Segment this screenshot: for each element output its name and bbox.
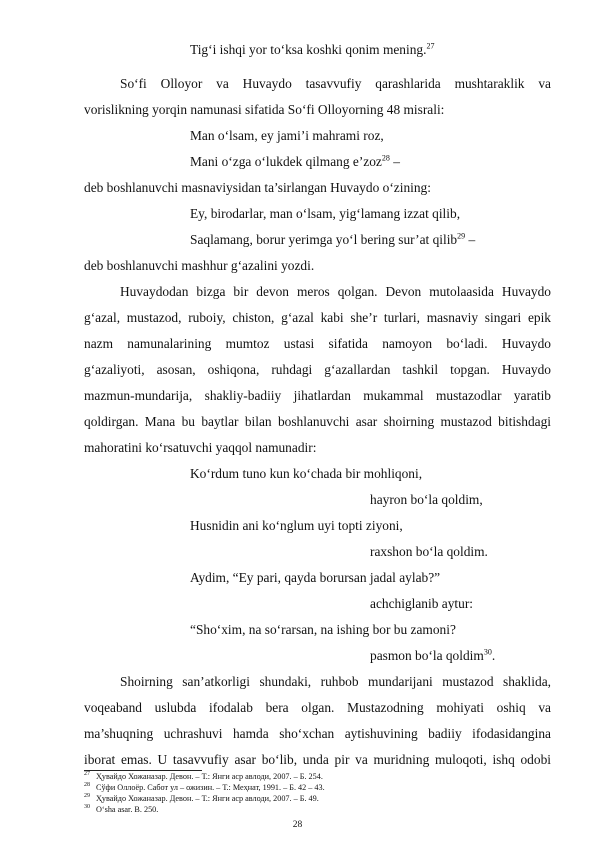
paragraph-line: mazmun-mundarija, shakliy-badiiy jihatlardan mukammal mustazodlar yaratib <box>84 388 551 403</box>
footnote: $^{29}$ Ҳувайдо Хожаназар. Девон. – Т.: Янги аср авлоди, 2007. – Б. 49. <box>84 793 319 803</box>
footnote: $^{30}$ O‘sha asar. B. 250. <box>84 804 159 814</box>
paragraph-line: ma’shuqning uchrashuvi hamda sho‘xchan aytishuvining badiiy ifodasidangina <box>84 726 551 741</box>
paragraph-line: mahoratini ko‘rsatuvchi yaqqol namunadir: <box>84 440 317 455</box>
footnote-separator <box>84 770 202 771</box>
paragraph-line: Shoirning san’atkorligi shundaki, ruhbob mundarijani mustazod shaklida, <box>120 674 551 689</box>
paragraph-line: So‘fi Olloyor va Huvaydo tasavvufiy qarashlarida mushtaraklik va <box>120 76 551 91</box>
footnote: $^{28}$ Сўфи Оллоёр. Сабот ул – ожизин. – Т.: Меҳнат, 1991. – Б. 42 – 43. <box>84 782 325 792</box>
verse-line: Ey, birodarlar, man o‘lsam, yig‘lamang izzat qilib, <box>190 206 461 221</box>
verse-line: “Sho‘xim, na so‘rarsan, na ishing bor bu zamoni? <box>190 622 456 637</box>
footnote-ref: 29 <box>457 231 466 241</box>
verse-line: Mani o‘zga o‘lukdek qilmang e’zoz$^{28}$ – <box>190 153 400 169</box>
paragraph-line: Huvaydodan bizga bir devon meros qolgan. Devon mutolaasida Huvaydo <box>120 284 551 299</box>
paragraph-line: vorislikning yorqin namunasi sifatida So‘fi Olloyorning 48 misrali: <box>84 102 445 117</box>
paragraph-line: nazm namunalarining mumtoz ustasi sifatida namoyon bo‘ladi. Huvaydo <box>84 336 551 351</box>
paragraph-line: deb boshlanuvchi mashhur g‘azalini yozdi. <box>84 258 315 273</box>
footnote: $^{27}$ Ҳувайдо Хожаназар. Девон. – Т.: Янги аср авлоди, 2007. – Б. 254. <box>84 771 323 781</box>
verse-line: Ko‘rdum tuno kun ko‘chada bir mohliqoni, <box>190 466 423 481</box>
verse-line: pasmon bo‘la qoldim$^{30}$. <box>370 647 496 663</box>
paragraph-line: deb boshlanuvchi masnaviysidan ta’sirlangan Huvaydo o‘zining: <box>84 180 431 195</box>
verse-line: Tig‘i ishqi yor to‘ksa koshki qonim mening.$^{27}$ <box>190 41 435 57</box>
verse-line: Saqlamang, borur yerimga yo‘l bering sur’at qilib$^{29}$ – <box>190 231 476 247</box>
footnote-ref: 28 <box>381 153 390 163</box>
paragraph-line: voqeaband uslubda ifodalab bera olgan. Mustazodning mohiyati oshiq va <box>84 700 551 715</box>
verse-line: Husnidin ani ko‘nglum uyi topti ziyoni, <box>190 518 403 533</box>
verse-line: Man o‘lsam, ey jami’i mahrami roz, <box>190 128 384 143</box>
paragraph-line: g‘azaliyoti, asosan, oshiqona, ruhdagi g‘azallardan tashkil topgan. Huvaydo <box>84 362 551 377</box>
paragraph-line: iborat emas. U tasavvufiy asar bo‘lib, unda pir va muridning muloqoti, ishq odobi <box>84 752 551 767</box>
verse-line: achchiglanib aytur: <box>370 596 473 611</box>
footnote-ref: 30 <box>483 647 492 657</box>
verse-line: Aydim, “Ey pari, qayda borursan jadal aylab?” <box>190 570 441 585</box>
footnote-ref: 27 <box>426 41 435 51</box>
page-number: 28 <box>292 820 303 830</box>
paragraph-line: g‘azal, mustazod, ruboiy, chiston, g‘azal kabi she’r turlari, masnaviy singari epik <box>84 310 551 325</box>
verse-line: hayron bo‘la qoldim, <box>370 492 483 507</box>
verse-line: raxshon bo‘la qoldim. <box>370 544 488 559</box>
paragraph-line: qoldirgan. Mana bu baytlar bilan boshlanuvchi asar shoirning mustazod bitishdagi <box>84 414 551 429</box>
